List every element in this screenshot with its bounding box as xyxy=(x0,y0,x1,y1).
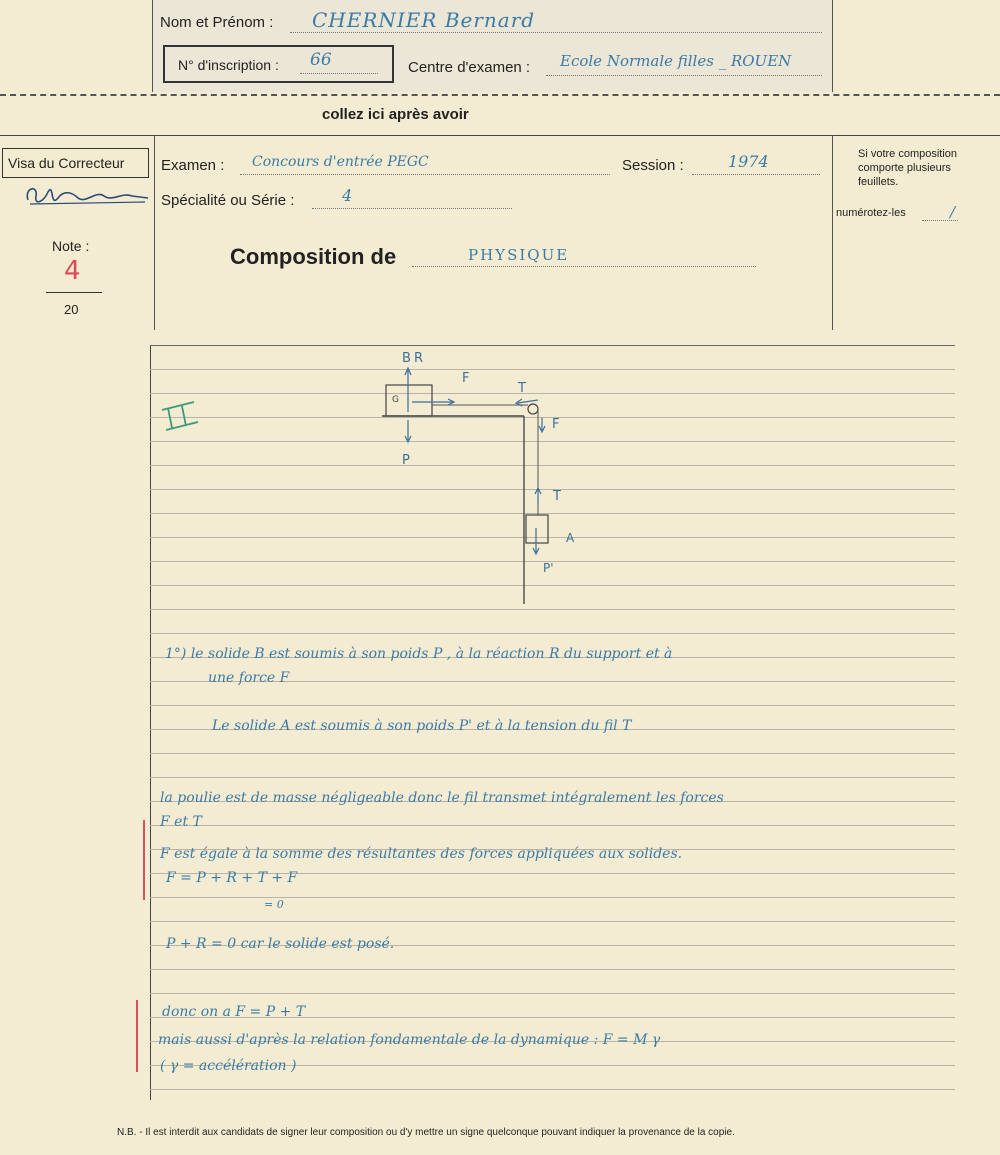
label-p: P xyxy=(402,453,410,468)
note-value: 4 xyxy=(64,256,81,286)
answer-line-10: donc on a F = P + T xyxy=(162,1004,306,1020)
ruled-line xyxy=(150,1089,955,1090)
label-g: G xyxy=(392,395,399,405)
inscription-value: 66 xyxy=(310,50,332,70)
feuillets-line3: feuillets. xyxy=(858,176,899,188)
answer-line-3: Le solide A est soumis à son poids P' et à la tension du fil T xyxy=(212,718,632,734)
composition-underline xyxy=(412,266,756,267)
ruled-line xyxy=(150,969,955,970)
centre-label: Centre d'examen : xyxy=(408,59,531,76)
name-label: Nom et Prénom : xyxy=(160,14,274,31)
margin-mark xyxy=(143,820,145,900)
specialite-underline xyxy=(312,208,512,209)
ruled-line xyxy=(150,633,955,634)
answer-line-4: la poulie est de masse négligeable donc le fil transmet intégralement les forces xyxy=(160,790,724,806)
visa-label: Visa du Correcteur xyxy=(8,155,125,171)
numerotez-label: numérotez-les xyxy=(836,207,906,219)
label-r: R xyxy=(414,351,424,366)
label-t: T xyxy=(518,381,526,396)
feuillets-line2: comporte plusieurs xyxy=(858,162,951,174)
correcteur-signature xyxy=(20,178,155,216)
note-fraction-bar xyxy=(46,292,102,293)
session-underline xyxy=(692,174,820,175)
answer-line-12: ( γ = accélération ) xyxy=(160,1058,297,1074)
margin-mark xyxy=(136,1000,138,1072)
examen-value: Concours d'entrée PEGC xyxy=(252,154,429,170)
answer-line-11: mais aussi d'après la relation fondamentale de la dynamique : F = M γ xyxy=(158,1032,661,1048)
examen-underline xyxy=(240,174,610,175)
feuillets-line1: Si votre composition xyxy=(858,148,958,160)
answer-line-6: F est égale à la somme des résultantes des forces appliquées aux solides. xyxy=(160,846,683,862)
label-p2: P' xyxy=(543,561,554,575)
force-diagram xyxy=(150,340,650,610)
specialite-label: Spécialité ou Série : xyxy=(161,192,295,209)
inscription-underline xyxy=(300,73,378,74)
specialite-value: 4 xyxy=(342,186,353,205)
ruled-line xyxy=(150,921,955,922)
session-value: 1974 xyxy=(728,152,769,171)
answer-line-5: F et T xyxy=(160,814,202,830)
composition-value: PHYSIQUE xyxy=(468,246,570,264)
answer-line-1: 1°) le solide B est soumis à son poids P , à la réaction R du support et à xyxy=(165,646,673,662)
name-underline xyxy=(290,32,822,33)
ruled-line xyxy=(150,705,955,706)
label-b: B xyxy=(402,351,411,366)
numerotez-value: / xyxy=(950,203,956,221)
label-t2: T xyxy=(553,489,561,504)
header-right-border xyxy=(832,0,833,92)
block-top-line xyxy=(0,135,1000,136)
ruled-line xyxy=(150,825,955,826)
composition-label: Composition de xyxy=(230,244,397,269)
collez-text: collez ici après avoir xyxy=(322,106,469,123)
answer-line-2: une force F xyxy=(208,670,290,686)
answer-line-8: = 0 xyxy=(264,898,284,911)
ruled-line xyxy=(150,993,955,994)
answer-line-7: F = P + R + T + F xyxy=(166,870,298,886)
answer-line-9: P + R = 0 car le solide est posé. xyxy=(166,936,395,952)
label-a: A xyxy=(566,531,575,545)
label-f2: F xyxy=(552,417,560,432)
ruled-line xyxy=(150,753,955,754)
block-left-divider xyxy=(154,135,155,330)
footer-nb: N.B. - Il est interdit aux candidats de signer leur composition ou d'y mettre un signe quelconque pouvant indiquer la provenance de la copie. xyxy=(117,1127,735,1138)
centre-underline xyxy=(546,75,822,76)
note-max: 20 xyxy=(64,302,79,317)
inscription-label: N° d'inscription : xyxy=(178,57,279,73)
section-mark xyxy=(162,402,198,430)
label-f: F xyxy=(462,371,470,386)
visa-box xyxy=(2,148,149,178)
centre-value: Ecole Normale filles _ ROUEN xyxy=(560,52,792,70)
cut-line xyxy=(0,94,1000,96)
session-label: Session : xyxy=(622,157,684,174)
note-label: Note : xyxy=(52,238,90,254)
block-right-divider xyxy=(832,135,833,330)
ruled-line xyxy=(150,777,955,778)
name-value: CHERNIER Bernard xyxy=(312,8,536,32)
examen-label: Examen : xyxy=(161,157,225,174)
